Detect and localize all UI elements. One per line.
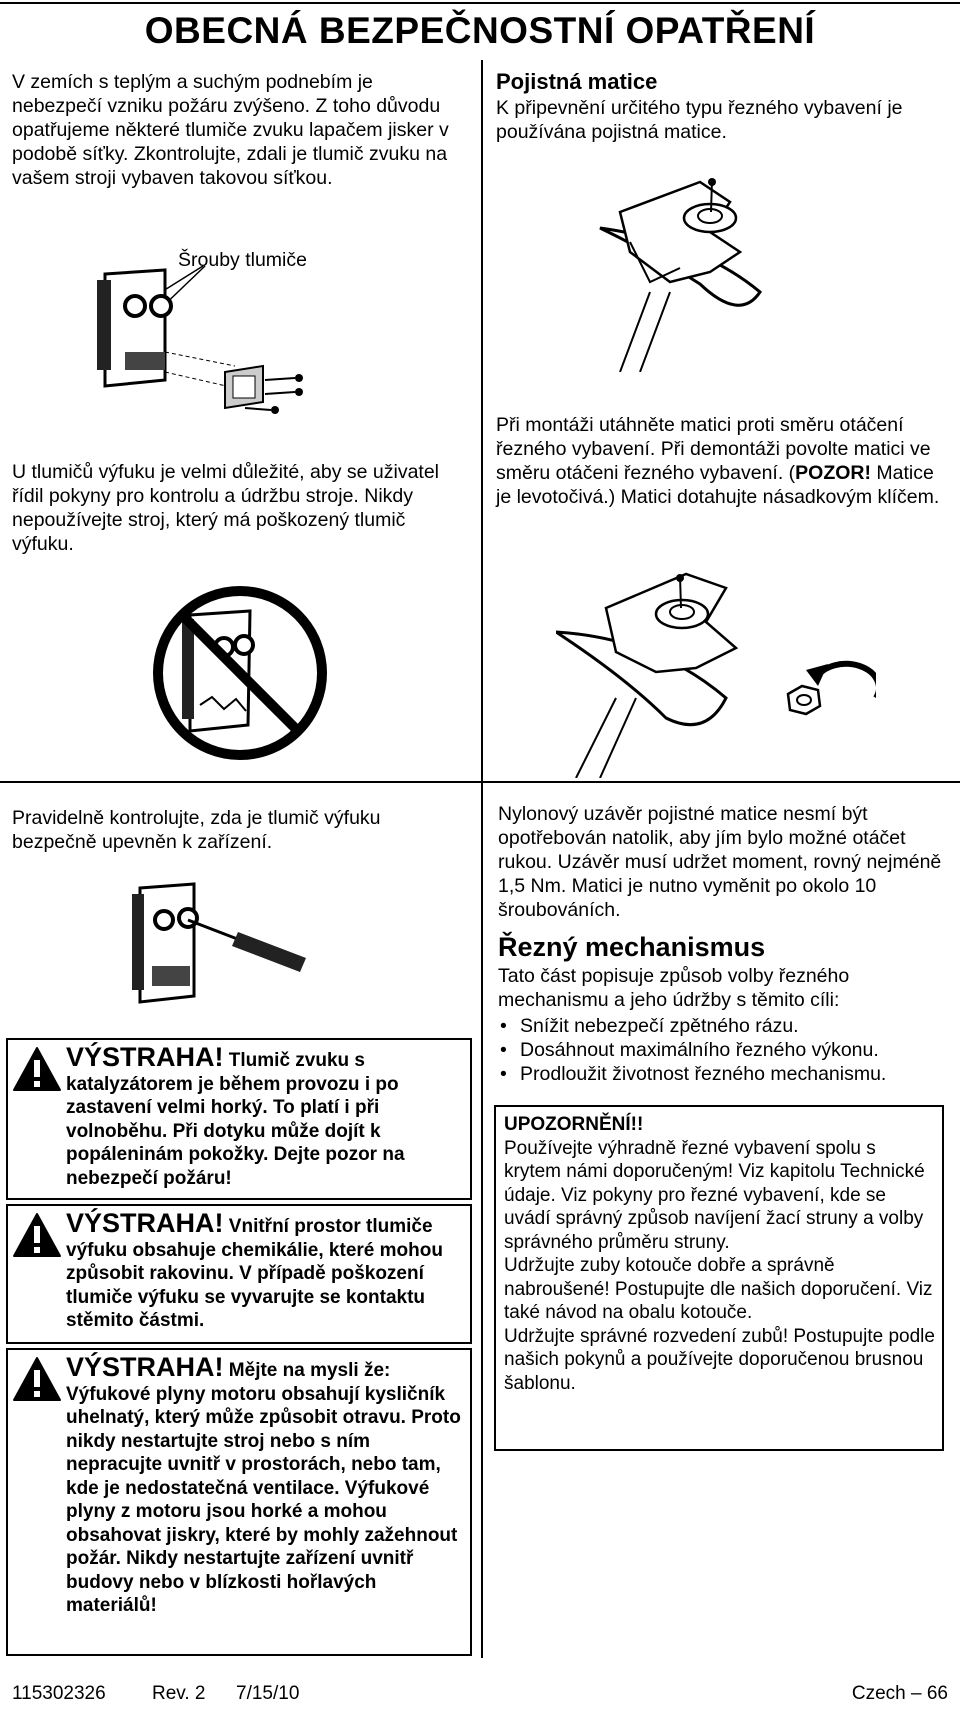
notice-box — [494, 1105, 944, 1451]
nylon-cap-text: Nylonový uzávěr pojistné matice nesmí být opotřebován natolik, aby jím bylo možné otáčet rukou. Uzávěr musí udržet moment, rovný nejméně 1,5 Nm. Matici je nutno vyměnit po okolo 10 šroubováních. — [498, 803, 942, 921]
warning-box-exhaust-gases — [6, 1348, 472, 1656]
muffler-maintenance-text: U tlumičů výfuku je velmi důležité, aby se uživatel řídil pokyny pro kontrolu a údržbu stroje. Nikdy nepoužívejte stroj, který má poškozený tlumič výfuku. — [12, 461, 440, 555]
warning-text: Mějte na mysli že: Výfukové plyny motoru obsahují kysličník uhelnatý, který může způsobit otravu. Proto nikdy nestartujte stroj nebo s ním nepracujte uvnitř v prostorách, nebo tam, kde je nedostatečná ventilace. Výfukové plyny z motoru jsou horké a mohou obsahovat jiskry, které by mohly zažehnout požár. Nikdy nestartujte zařízení uvnitř budovy nebo v blízkosti hořlavých materiálů! — [66, 1360, 461, 1616]
warning-triangle-icon — [12, 1356, 62, 1402]
warning-box-hot-muffler — [6, 1038, 472, 1200]
muffler-screws-figure — [95, 262, 325, 432]
revision: Rev. 2 — [152, 1683, 206, 1704]
list-item: • Snížit nebezpečí zpětného rázu. — [498, 1014, 943, 1038]
page-title: OBECNÁ BEZPEČNOSTNÍ OPATŘENÍ — [144, 10, 816, 51]
lock-nut-tightening-figure — [556, 568, 876, 778]
list-item: • Prodloužit životnost řezného mechanismu. — [498, 1062, 943, 1086]
list-item: • Dosáhnout maximálního řezného výkonu. — [498, 1038, 943, 1062]
top-rule — [0, 2, 960, 4]
lock-nut-mounting-text-a: Při montáži utáhněte matici proti směru otáčení řezného vybavení. Při demontáži povolte matici ve směru otáčeni řezného vybavení. ( — [496, 414, 931, 484]
section-rule-1 — [0, 781, 960, 783]
warning-text: Vnitřní prostor tlumiče výfuku obsahuje chemikálie, které mohou způsobit rakovinu. V případě poškození tlumiče výfuku se vyvarujte se kontaktu stěmito částmi. — [66, 1216, 443, 1331]
lock-nut-caution: POZOR! — [795, 462, 871, 484]
cutting-mechanism-heading: Řezný mechanismus — [498, 932, 766, 962]
warning-heading: VÝSTRAHA! — [66, 1042, 224, 1072]
warning-triangle-icon — [12, 1212, 62, 1258]
notice-text-1: Používejte výhradně řezné vybavení spolu s krytem námi doporučeným! Viz kapitolu Technické údaje. Viz pokyny pro řezné vybavení, kde se uvádí správný způsob navíjení žací struny a volby správného průměru struny. — [504, 1137, 925, 1253]
revision-date: 7/15/10 — [236, 1683, 300, 1704]
muffler-intro-text: V zemích s teplým a suchým podnebím je nebezpečí vzniku požáru zvýšeno. Z toho důvodu opatřujeme některé tlumiče zvuku lapačem jisker v podobě síťky. Zkontrolujte, zdali je tlumič zvuku na vašem stroji vybaven takovou síťkou. — [12, 71, 449, 189]
lock-nut-mounting-text-b: Matice je levotočivá.) Matici dotahujte násadkovým klíčem. — [496, 462, 940, 508]
warning-heading: VÝSTRAHA! — [66, 1208, 224, 1238]
warning-box-chemicals — [6, 1204, 472, 1344]
muffler-check-text: Pravidelně kontrolujte, zda je tlumič výfuku bezpečně upevněn k zařízení. — [12, 807, 381, 853]
muffler-screws-label: Šrouby tlumiče — [178, 249, 307, 271]
column-divider — [481, 60, 483, 1658]
notice-text-3: Udržujte správné rozvedení zubů! Postupujte podle našich pokynů a používejte doporučenou brusnou šablonu. — [504, 1325, 935, 1394]
notice-heading: UPOZORNĚNÍ!! — [504, 1114, 644, 1135]
notice-text-2: Udržujte zuby kotouče dobře a správně nabroušené! Postupujte dle našich doporučení. Viz také návod na obalu kotouče. — [504, 1255, 933, 1323]
muffler-screwdriver-figure — [130, 880, 320, 1010]
lock-nut-figure — [590, 172, 830, 372]
page-number: Czech – 66 — [851, 1683, 948, 1704]
damaged-muffler-prohibited-icon — [140, 585, 340, 765]
doc-number: 115302326 — [12, 1683, 106, 1704]
warning-heading: VÝSTRAHA! — [66, 1352, 224, 1382]
cutting-mechanism-goals — [498, 1014, 943, 1086]
lock-nut-mounting-text — [496, 413, 941, 509]
cutting-mechanism-intro: Tato část popisuje způsob volby řezného mechanismu a jeho údržby s těmito cíli: — [498, 965, 850, 1011]
warning-text: Tlumič zvuku s katalyzátorem je během provozu i po zastavení velmi horký. To platí i při volnoběhu. Při dotyku může dojít k popáleninám pokožky. Dejte pozor na nebezpečí požáru! — [66, 1050, 405, 1189]
warning-triangle-icon — [12, 1046, 62, 1092]
lock-nut-intro-text: K připevnění určitého typu řezného vybavení je používána pojistná matice. — [496, 97, 903, 143]
lock-nut-heading: Pojistná matice — [496, 69, 658, 94]
